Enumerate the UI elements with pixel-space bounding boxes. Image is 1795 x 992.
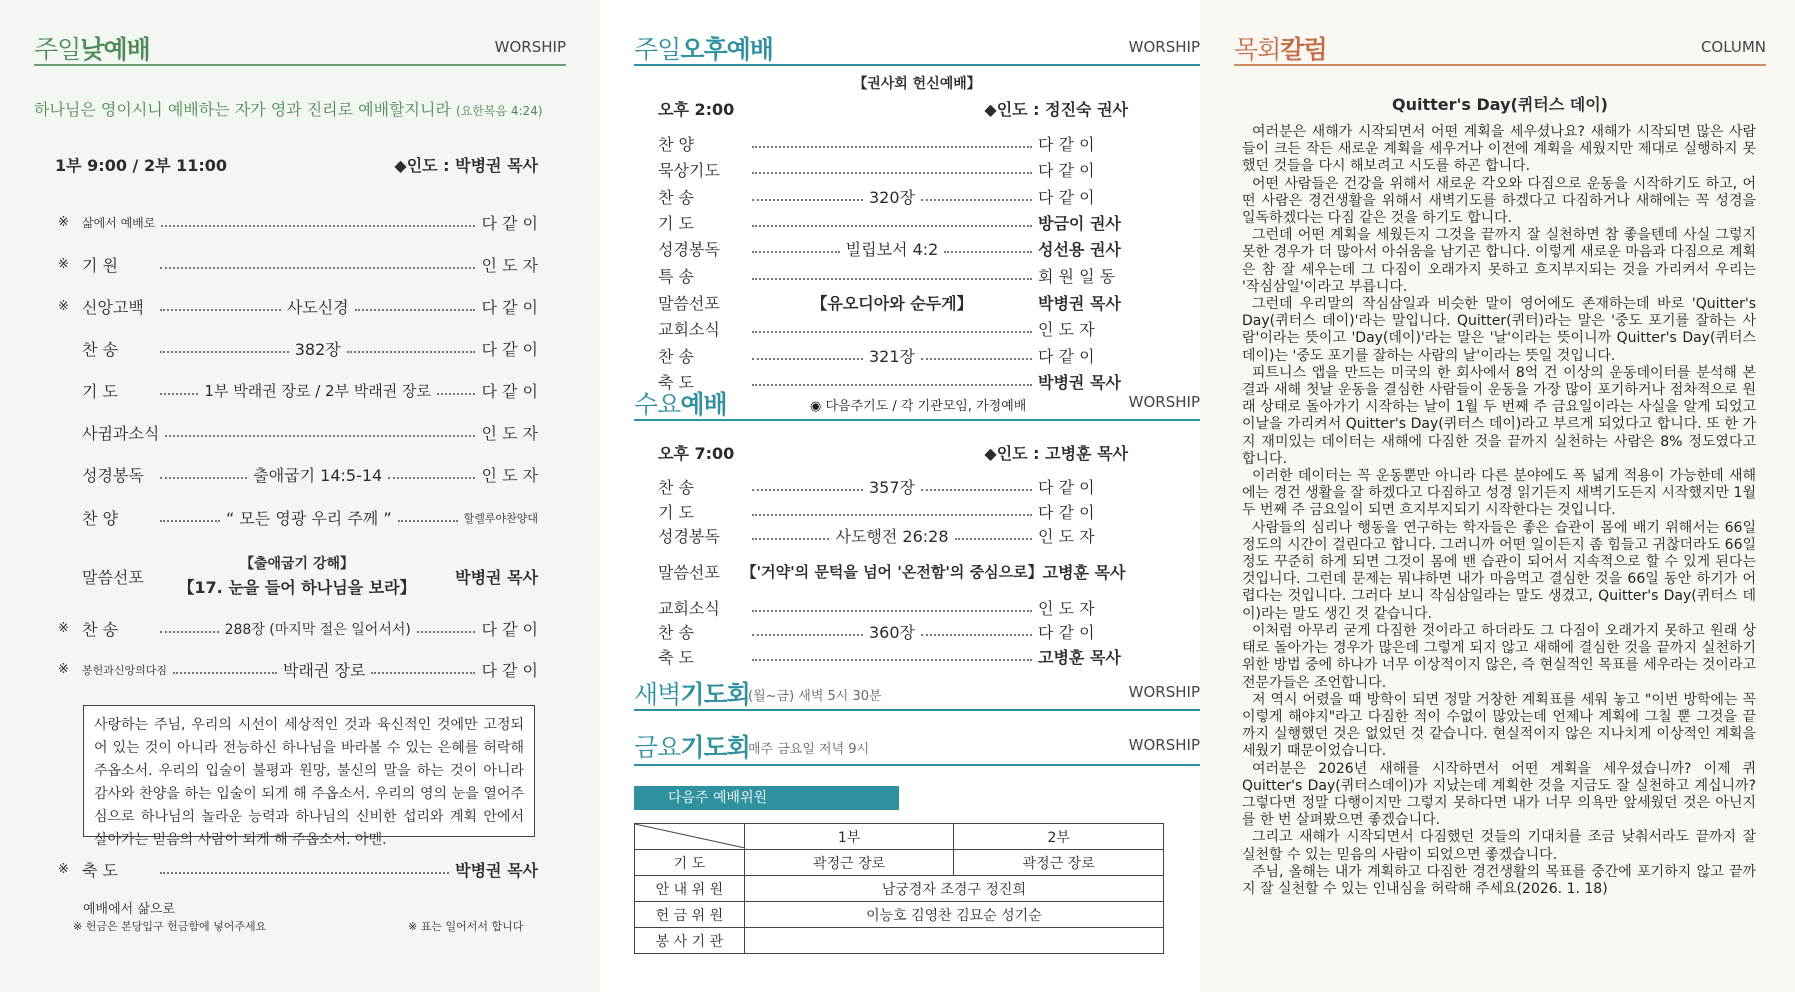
column-paragraph: 그리고 새해가 시작되면서 다짐했던 것들의 기대치를 조금 낮춰서라도 끝까지 잘 실천할 수 있는 믿음의 사람이 되었으면 좋겠습니다. [1242,829,1756,863]
service-row: 성경봉독 사도행전 26:28 인 도 자 [658,527,1095,546]
friday-prayer-header: 금요기도회 매주 금요일 저녁 9시 WORSHIP [634,728,1200,768]
service-row: 묵상기도 다 같 이 [658,161,1095,180]
table-row: 기 도 곽정근 장로 곽정근 장로 [635,850,1164,876]
service-row: 교회소식 인 도 자 [658,320,1095,339]
worship-tag: WORSHIP [494,38,566,56]
service-row: ※ 삶에서 예배로 다 같 이 [58,214,538,233]
column-paragraph: 여러분은 2026년 새해를 시작하면서 어떤 계획을 세우셨습니까? 이제 퀴Quitter's Day(퀴터스데이)가 지났는데 계획한 것을 지금도 잘 실천하고 계십니까? 그렇다면 정말 다행이지만 그렇지 못하다면 내가 너무 의욕만 앞세웠던 것은 아닌지를 한 번 살펴봤으면 좋겠습니다. [1242,760,1756,829]
service-row: 교회소식 인 도 자 [658,599,1095,618]
table-row: 헌 금 위 원 이능호 김영찬 김묘순 성기순 [635,902,1164,928]
diagonal-cell [635,824,745,850]
service-row: 사귐과소식 인 도 자 [82,424,538,443]
service-row: 축 도 박병권 목사 [658,373,1121,392]
column-paragraph: 그런데 어떤 계획을 세웠든지 그것을 끝까지 잘 실천하면 참 좋을텐데 사실 그렇지 못한 경우가 더 많아서 아쉬움을 남기곤 합니다. 이렇게 새로운 마음과 다짐으로 계획은 참 잘 세우는데 그 다짐이 오래가지 못하고 흐지부지되는 것을 가리켜서 우리는 '작심삼일'이라고 부릅니다. [1242,227,1756,295]
service-row: 찬 송 382장 다 같 이 [82,340,539,359]
service-row: 성경봉독 빌립보서 4:2 성선용 권사 [658,240,1121,259]
sunday-worship-header [34,30,566,70]
section-title: 주일낮예배 [34,35,150,64]
column-paragraph: 여러분은 새해가 시작되면서 어떤 계획을 세우셨나요? 새해가 시작되면 많은 사람들이 크든 작든 새로운 계획을 세우거나 이전에 계획을 세웠지만 제대로 실행하지 못했던 것들을 다시 해보려고 시도를 하곤 합니다. [1242,124,1756,175]
afternoon-time-row: 오후 2:00 ◆인도 : 정진숙 권사 [658,100,1128,119]
column-paragraph: 사람들의 심리나 행동을 연구하는 학자들은 좋은 습관이 몸에 배기 위해서는 66일 정도의 시간이 걸린다고 합니다. 그러니까 어떤 일이든지 좀 힘들고 귀찮더라도 66일 정도 꾸준히 하게 되면 그것이 몸에 밴 습관이 되어서 지속적으로 할 수 있게 된다는 것입니다. 그런데 문제는 뭐냐하면 내가 마음먹고 결심한 것을 66일 동안 하기가 어렵다는 것입니다. 그러다 보니 작심삼일라는 말도 생겼고, Quitter's Day(퀴터스 데이)라는 말도 생긴 것 같습니다. [1242,519,1756,622]
service-time-row [55,153,538,176]
service-row: ※ 찬 송 288장 (마지막 절은 일어서서) 다 같 이 [58,620,539,639]
service-row: 특 송 회 원 일 동 [658,267,1116,286]
service-row: ※ 기 원 인 도 자 [58,256,538,275]
service-row: 기 도 다 같 이 [658,503,1095,522]
committee-table [634,823,1164,954]
column-header: 목회칼럼 COLUMN [1234,35,1766,64]
scripture-verse: 하나님은 영이시니 예배하는 자가 영과 진리로 예배할지니라 (요한복음 4:24) [34,100,543,119]
other-worship-panel [600,0,1200,992]
column-paragraph: 이러한 데이터는 꼭 운동뿐만 아니라 다른 분야에도 폭 넓게 적용이 가능한데 새해에는 경건 생활을 잘 하겠다고 다짐하고 성경 읽기든지 새벽기도든지 시작했지만 1월 두 번째 주 금요일이 되면 흐지부지되기 시작한다는 것입니다. [1242,468,1756,519]
standing-note: ※ 표는 일어서서 합니다 [408,920,524,933]
service-row: 성경봉독 출애굽기 14:5-14 인 도 자 [82,466,538,485]
service-row: 찬 양 다 같 이 [658,135,1095,154]
service-row: 찬 양 “ 모든 영광 우리 주께 ” 할렐루야찬양대 [82,509,539,528]
table-row: 봉 사 기 관 [635,928,1164,954]
service-row: 말씀선포 【'거약'의 문턱을 넘어 '온전함'의 중심으로】 고병훈 목사 [658,563,1126,582]
service-row: 기 도 1부 박래권 장로 / 2부 박래권 장로 다 같 이 [82,382,538,401]
service-row: 축 도 고병훈 목사 [658,648,1121,667]
service-row: 말씀선포 【유오디아와 순두게】 박병권 목사 [658,294,1121,313]
table-row: 안 내 위 원 남궁경자 조경구 정진희 [635,876,1164,902]
col-1bu: 1부 [744,824,954,850]
service-leader: ◆인도 : 박병권 목사 [394,156,538,175]
service-row: 기 도 방금이 권사 [658,214,1121,233]
closing-text: 예배에서 삶으로 [83,902,176,917]
column-panel [1200,0,1795,992]
column-paragraph: 이처럼 아무리 굳게 다짐한 것이라고 하더라도 그 다짐이 오래가지 못하고 원래 상태로 돌아가는 경우가 많은데 그렇게 되지 않고 새해에 결심한 것을 끝까지 실천하기 위한 방법 중에 하나가 너무 이상적이지 않은, 즉 현실적인 목표를 세우라는 것이라고 전문가들은 조언합니다. [1242,622,1756,691]
wednesday-time-row: 오후 7:00 ◆인도 : 고병훈 목사 [658,444,1128,463]
service-time: 1부 9:00 / 2부 11:00 [55,156,228,175]
afternoon-worship-header: 주일오후예배 WORSHIP [634,35,1200,64]
service-row: 찬 송 320장 다 같 이 [658,188,1095,207]
dawn-prayer-header: 새벽기도회 (월~금) 새벽 5시 30분 WORSHIP [634,680,1200,709]
service-row: 찬 송 357장 다 같 이 [658,478,1095,497]
service-row: ※ 신앙고백 사도신경 다 같 이 [58,298,538,317]
col-2bu: 2부 [954,824,1164,850]
service-row: ※ 봉헌과신앙의다짐 박래권 장로 다 같 이 [58,661,538,680]
column-paragraph: 피트니스 앱을 만드는 미국의 한 회사에서 8억 건 이상의 운동데이터를 분석해 본 결과 새해 첫날 운동을 결심한 사람들이 운동을 가장 많이 포기하거나 점차적으로 원래 상태로 돌아가기 시작하는 날이 1월 두 번째 주 금요일이라는 사실을 알게 되었고 이날을 가리켜서 Quitter's Day(퀴터스 데이)라고 부르게 되었다고 합니다. 또 한 가지 재미있는 데이터는 새해에 다짐한 것을 끝까지 실천하는 사람은 8% 정도였다고 합니다. [1242,364,1756,467]
wednesday-worship-header: 수요예배 ◉ 다음주기도 / 각 기관모임, 가정예배 WORSHIP [634,390,1200,419]
column-paragraph: 주님, 올해는 내가 계획하고 다짐한 경건생활의 목표를 중간에 포기하지 않고 끝까지 잘 실천할 수 있는 인내심을 허락해 주세요(2026. 1. 18) [1242,863,1756,897]
offering-note: ※ 헌금은 본당입구 헌금함에 넣어주세요 [73,920,267,933]
service-row: 찬 송 321장 다 같 이 [658,347,1095,366]
column-paragraph: 어떤 사람들은 건강을 위해서 새로운 각오와 다짐으로 운동을 시작하기도 하고, 어떤 사람은 경건생활을 위해서 새벽기도를 하겠다고 다짐하거나 새해에는 꼭 성경을 일독하겠다는 다짐 같은 것을 하기도 합니다. [1242,175,1756,227]
column-body [1242,124,1756,898]
service-row: 찬 송 360장 다 같 이 [658,623,1095,642]
benediction-row: ※ 축 도 박병권 목사 [58,861,538,880]
sunday-worship-panel [0,0,600,992]
event-title: 【권사회 헌신예배】 [853,76,981,92]
column-paragraph: 그런데 우리말의 작심삼일과 비슷한 말이 영어에도 존재하는데 바로 'Quitter's Day(퀴터스 데이)'라는 말입니다. Quitter(퀴터)라는 말은 '중도 포기를 잘하는 사람'이라는 뜻이고 'Day(데이)'라는 말은 '날'이라는 뜻이니까 Quitter's Day(퀴터스 데이)는 '중도 포기를 잘하는 사람의 날'이라는 뜻일 것입니다. [1242,296,1756,364]
sermon-row: 말씀선포 【출애굽기 강해】 【17. 눈을 들어 하나님을 보라】 박병권 목사 [82,556,538,597]
committee-bar: 다음주 예배위원 [634,786,899,810]
column-paragraph: 저 역시 어렸을 때 방학이 되면 정말 거창한 계획표를 세워 놓고 "이번 방학에는 꼭 이렇게 해야지"라고 다짐한 적이 수없이 많았는데 언제나 계획에 그칠 뿐 그것을 끝까지 실행했던 것은 없었던 것 같습니다. 현실적이지 않은 지나치게 이상적인 계획을 세웠기 때문이었습니다. [1242,691,1756,760]
prayer-box: 사랑하는 주님, 우리의 시선이 세상적인 것과 육신적인 것에만 고정되어 있는 것이 아니라 전능하신 하나님을 바라볼 수 있는 은혜를 허락해 주옵소서. 우리의 입술이 불평과 원망, 불신의 말을 하는 것이 아니라 감사와 찬양을 하는 입술이 되게 해 주옵소서. 우리의 영의 눈을 열어주심으로 하나님의 놀라운 능력과 하나님의 신비한 섭리와 계획 안에서 살아가는 믿음의 사람이 되게 해 주옵소서. 아멘. [83,705,535,837]
column-title: Quitter's Day(퀴터스 데이) [1392,95,1608,114]
